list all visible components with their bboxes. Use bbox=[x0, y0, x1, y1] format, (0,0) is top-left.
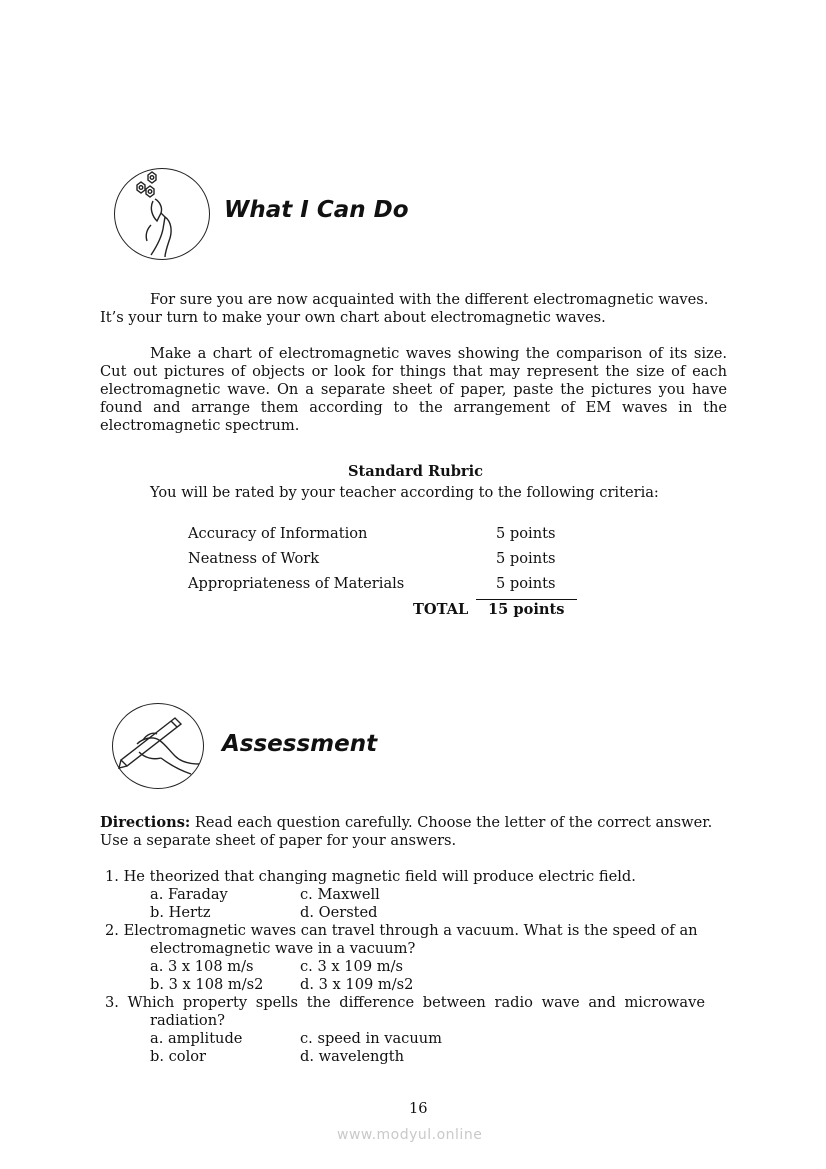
question-3-choice-c: c. speed in vacuum bbox=[300, 1030, 442, 1047]
directions-label: Directions: bbox=[100, 814, 191, 831]
directions-line-1 bbox=[100, 814, 712, 832]
question-2-text-line-2: electromagnetic wave in a vacuum? bbox=[150, 940, 416, 957]
directions-text: Read each question carefully. Choose the letter of the correct answer. bbox=[190, 814, 713, 831]
question-3-choice-b: b. color bbox=[150, 1048, 207, 1065]
question-1-choice-d: d. Oersted bbox=[300, 904, 378, 921]
question-1-choice-a: a. Faraday bbox=[150, 886, 228, 903]
rubric-total-points: 15 points bbox=[488, 601, 565, 618]
question-2-choice-b: b. 3 x 108 m/s2 bbox=[150, 976, 264, 993]
directions-line-2: Use a separate sheet of paper for your answers. bbox=[100, 832, 457, 849]
paragraph-2-text: Make a chart of electromagnetic waves showing the comparison of its size. Cut out pictures of objects or look for things that may represent the size of each electromagnetic wave. On a separate sheet of paper, paste the pictures you have found and arrange them according to the arrangement of EM waves in the electromagnetic spectrum. bbox=[100, 345, 727, 434]
question-1-choice-c: c. Maxwell bbox=[300, 886, 380, 903]
rubric-heading: Standard Rubric bbox=[348, 463, 484, 480]
question-3-choice-d: d. wavelength bbox=[300, 1048, 405, 1065]
rubric-total-label: TOTAL bbox=[413, 601, 469, 618]
question-2-choice-a: a. 3 x 108 m/s bbox=[150, 958, 254, 975]
page-number: 16 bbox=[409, 1100, 428, 1117]
watermark: www.modyul.online bbox=[337, 1127, 483, 1143]
question-3-choice-a: a. amplitude bbox=[150, 1030, 243, 1047]
hand-writing-pencil-icon bbox=[113, 704, 203, 788]
section-title-what-i-can-do: What I Can Do bbox=[224, 197, 409, 223]
paragraph-2 bbox=[100, 345, 727, 435]
paragraph-1-line-2: It’s your turn to make your own chart about electromagnetic waves. bbox=[100, 309, 606, 326]
hand-holding-gears-icon bbox=[115, 169, 209, 259]
rubric-criterion-name: Accuracy of Information bbox=[188, 525, 368, 542]
total-underline bbox=[476, 599, 577, 600]
paragraph-1-line-1: For sure you are now acquainted with the different electromagnetic waves. bbox=[150, 291, 709, 308]
assessment-icon-frame bbox=[112, 703, 204, 789]
rubric-criterion-points: 5 points bbox=[496, 550, 556, 567]
section-title-assessment: Assessment bbox=[222, 731, 378, 757]
question-2-choice-c: c. 3 x 109 m/s bbox=[300, 958, 403, 975]
rubric-criterion-points: 5 points bbox=[496, 525, 556, 542]
question-2-choice-d: d. 3 x 109 m/s2 bbox=[300, 976, 414, 993]
rubric-criterion-name: Appropriateness of Materials bbox=[188, 575, 405, 592]
question-2-text-line-1: 2. Electromagnetic waves can travel through a vacuum. What is the speed of an bbox=[105, 922, 698, 939]
question-3-text-line-1 bbox=[105, 994, 705, 1012]
question-1-text: 1. He theorized that changing magnetic field will produce electric field. bbox=[105, 868, 636, 885]
rubric-intro: You will be rated by your teacher according to the following criteria: bbox=[150, 484, 659, 501]
question-1-choice-b: b. Hertz bbox=[150, 904, 211, 921]
rubric-criterion-points: 5 points bbox=[496, 575, 556, 592]
what-i-can-do-icon-frame bbox=[114, 168, 210, 260]
rubric-criterion-name: Neatness of Work bbox=[188, 550, 320, 567]
question-3-text-line-2: radiation? bbox=[150, 1012, 225, 1029]
question-3-text: 3. Which property spells the difference between radio wave and microwave bbox=[105, 994, 705, 1011]
